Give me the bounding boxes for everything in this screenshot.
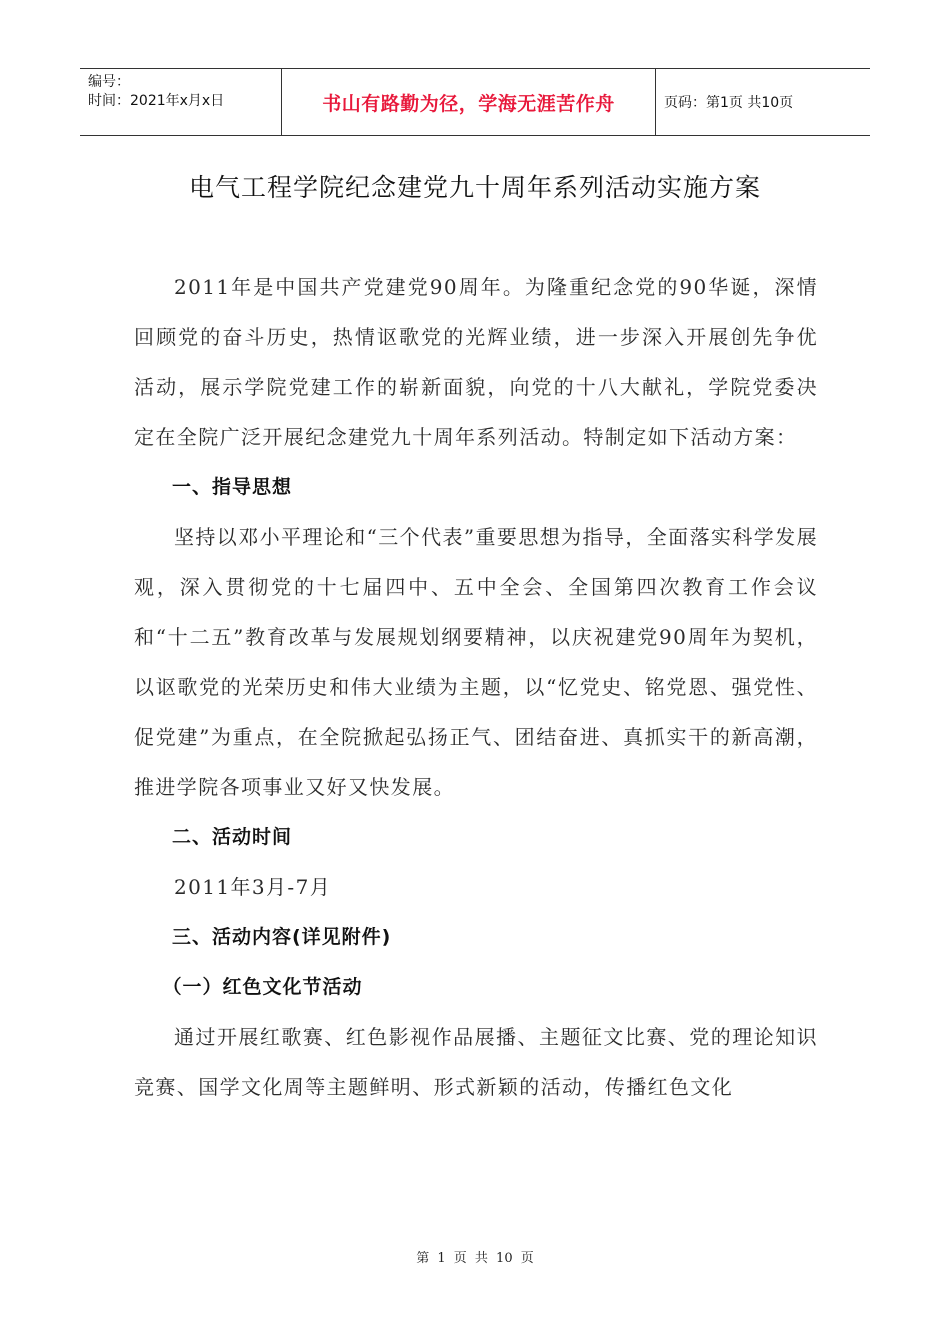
page-footer: 第 1 页 共 10 页 [416, 1251, 534, 1266]
section-body-activity-time: 2011年3月-7月 [174, 875, 332, 899]
document-body [134, 262, 818, 1112]
section-body-red-culture: 通过开展红歌赛、红色影视作品展播、主题征文比赛、党的理论知识竞赛、国学文化周等主题鲜明、形式新颖的活动，传播红色文化 [134, 1025, 818, 1099]
intro-paragraph: 2011年是中国共产党建党90周年。为隆重纪念党的90华诞，深情回顾党的奋斗历史，热情讴歌党的光辉业绩，进一步深入开展创先争优活动，展示学院党建工作的崭新面貌，向党的十八大献礼，学院党委决定在全院广泛开展纪念建党九十周年系列活动。特制定如下活动方案： [134, 275, 818, 449]
date-label: 时间：2021年x月x日 [88, 93, 225, 109]
subsection-heading-red-culture: （一）红色文化节活动 [162, 976, 363, 998]
document-header [80, 68, 870, 136]
header-motto: 书山有路勤为径，学海无涯苦作舟 [282, 69, 656, 135]
header-page-info: 页码：第1页 共10页 [664, 95, 794, 111]
section-heading-activity-content: 三、活动内容(详见附件) [172, 926, 392, 948]
section-body-guiding-ideology: 坚持以邓小平理论和“三个代表”重要思想为指导，全面落实科学发展观，深入贯彻党的十七届四中、五中全会、全国第四次教育工作会议和“十二五”教育改革与发展规划纲要精神，以庆祝建党90周年为契机，以讴歌党的光荣历史和伟大业绩为主题，以“忆党史、铭党恩、强党性、促党建”为重点，在全院掀起弘扬正气、团结奋进、真抓实干的新高潮，推进学院各项事业又好又快发展。 [134, 525, 818, 799]
section-heading-activity-time: 二、活动时间 [172, 826, 293, 848]
section-heading-guiding-ideology: 一、指导思想 [172, 476, 293, 498]
document-title: 电气工程学院纪念建党九十周年系列活动实施方案 [188, 173, 761, 202]
serial-number-label: 编号： [88, 74, 130, 90]
header-meta-cell [80, 69, 282, 135]
